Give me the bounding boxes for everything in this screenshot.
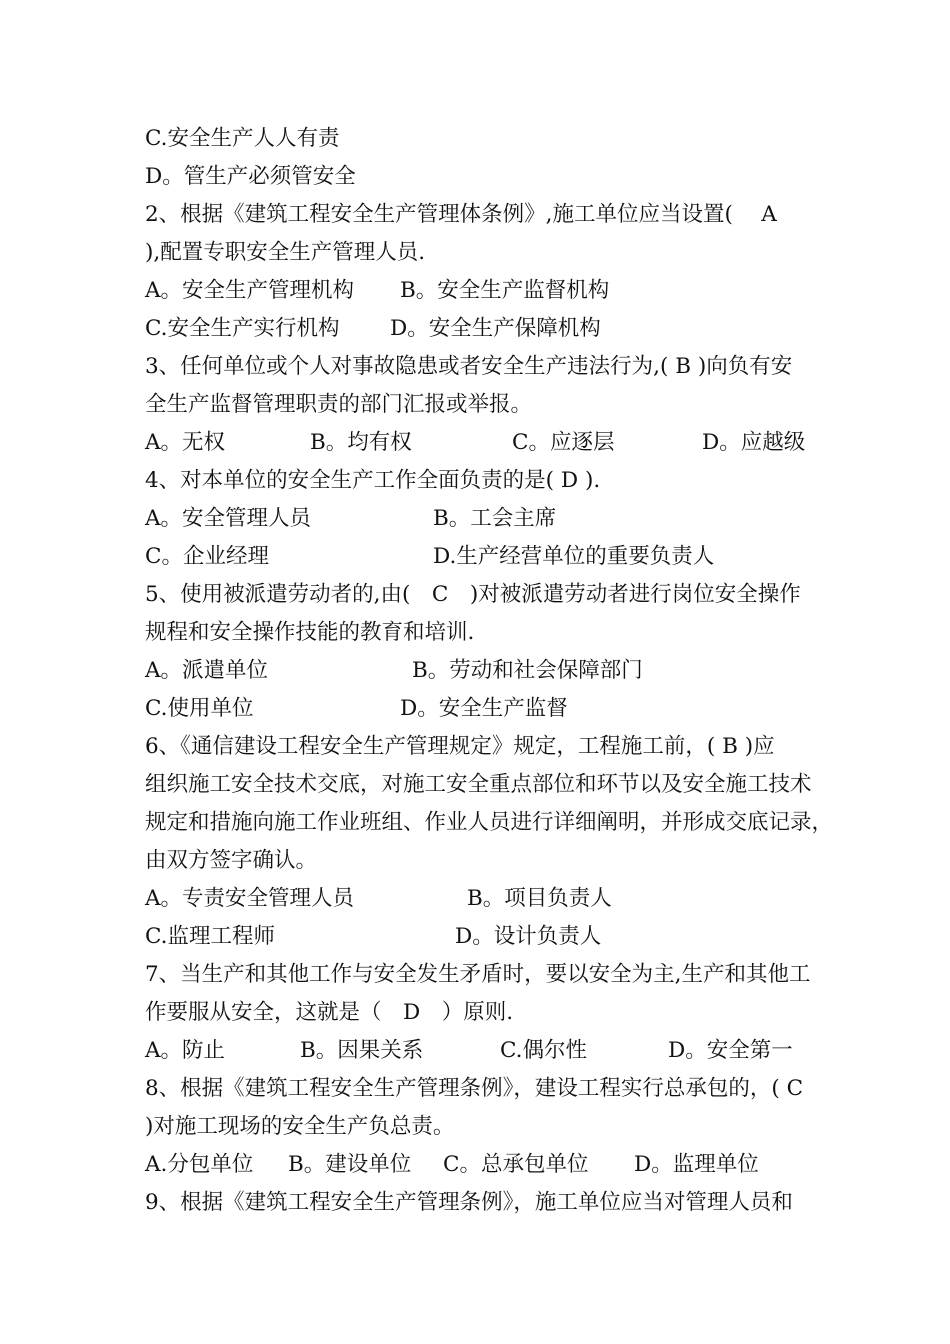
option-c: C.使用单位 — [145, 696, 254, 721]
option-a: A。专责安全管理人员 — [145, 886, 355, 911]
option-a: A。安全生产管理机构 — [145, 278, 355, 303]
option-c: C.监理工程师 — [145, 924, 276, 949]
option-a: A。派遣单位 — [145, 658, 269, 683]
question-6: 6、《通信建设工程安全生产管理规定》规定，工程施工前，( B )应 — [145, 734, 775, 759]
option-a: A.分包单位 — [145, 1152, 254, 1177]
option-d: D。监理单位 — [634, 1152, 759, 1177]
option-d: D。安全生产保障机构 — [390, 316, 601, 341]
text-line: 组织施工安全技术交底，对施工安全重点部位和环节以及安全施工技术 — [145, 772, 812, 797]
option-d: D。应越级 — [702, 430, 806, 455]
text-line: 作要服从安全，这就是（ D ）原则. — [145, 1000, 514, 1025]
option-d: D。设计负责人 — [455, 924, 602, 949]
option-d: D。安全第一 — [668, 1038, 793, 1063]
option-c: C。企业经理 — [145, 544, 269, 569]
question-4: 4、对本单位的安全生产工作全面负责的是( D ). — [145, 468, 601, 493]
question-3: 3、任何单位或个人对事故隐患或者安全生产违法行为,( B )向负有安 — [145, 354, 793, 379]
option-b: B。均有权 — [310, 430, 412, 455]
option-a: A。防止 — [145, 1038, 226, 1063]
option-b: B。因果关系 — [300, 1038, 424, 1063]
question-5: 5、使用被派遣劳动者的,由( C )对被派遣劳动者进行岗位安全操作 — [145, 582, 801, 607]
question-2: 2、根据《建筑工程安全生产管理体条例》,施工单位应当设置( A — [145, 202, 777, 227]
text-line: 由双方签字确认。 — [145, 848, 318, 873]
question-7: 7、当生产和其他工作与安全发生矛盾时，要以安全为主,生产和其他工 — [145, 962, 811, 987]
text-line: D。管生产必须管安全 — [145, 164, 356, 189]
option-c: C。应逐层 — [512, 430, 615, 455]
option-b: B。工会主席 — [433, 506, 557, 531]
option-b: B。安全生产监督机构 — [400, 278, 610, 303]
text-line: ),配置专职安全生产管理人员. — [145, 240, 426, 265]
option-a: A。安全管理人员 — [145, 506, 312, 531]
option-b: B。建设单位 — [288, 1152, 412, 1177]
text-line: )对施工现场的安全生产负总责。 — [145, 1114, 455, 1139]
option-b: B。项目负责人 — [467, 886, 612, 911]
question-9: 9、根据《建筑工程安全生产管理条例》，施工单位应当对管理人员和 — [145, 1190, 793, 1215]
option-d: D.生产经营单位的重要负责人 — [433, 544, 715, 569]
text-line: C.安全生产人人有责 — [145, 126, 340, 151]
option-a: A。无权 — [145, 430, 226, 455]
option-b: B。劳动和社会保障部门 — [412, 658, 643, 683]
text-line: 全生产监督管理职责的部门汇报或举报。 — [145, 392, 533, 417]
question-8: 8、根据《建筑工程安全生产管理条例》，建设工程实行总承包的，( C — [145, 1076, 804, 1101]
option-d: D。安全生产监督 — [400, 696, 568, 721]
text-line: 规程和安全操作技能的教育和培训. — [145, 620, 475, 645]
option-c: C。总承包单位 — [443, 1152, 589, 1177]
option-c: C.偶尔性 — [500, 1038, 588, 1063]
text-line: 规定和措施向施工作业班组、作业人员进行详细阐明，并形成交底记录， — [145, 810, 834, 835]
option-c: C.安全生产实行机构 — [145, 316, 340, 341]
